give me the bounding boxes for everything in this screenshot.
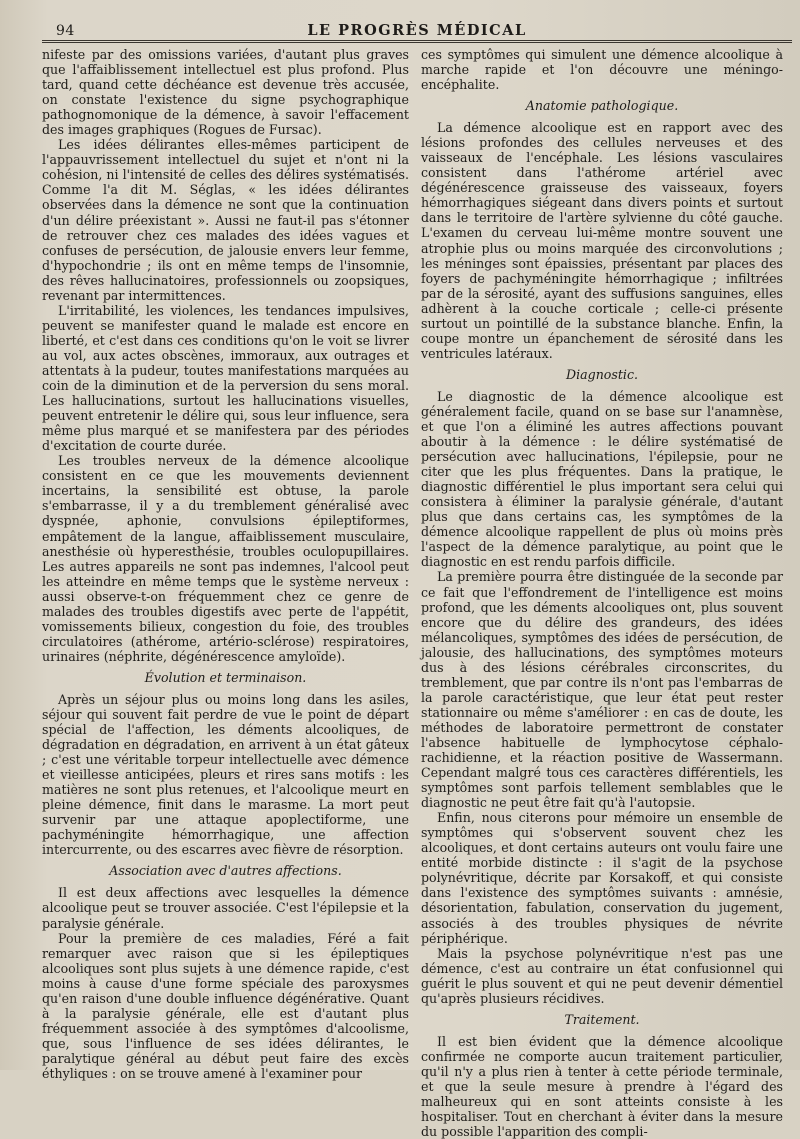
section-heading-anatomie: Anatomie pathologique. xyxy=(525,98,679,114)
right-column xyxy=(421,47,783,1139)
paragraph: Il est bien évident que la démence alcoolique confirmée ne comporte aucun traitement particulier, qu'il n'y a plus rien à tenter à cette période terminale, et que la seule mesure à prendre à l'égard des malheureux qui en sont atteints consiste à les hospitaliser. Tout en cherchant à éviter dans la mesure du possible l'apparition des compli- xyxy=(421,1033,783,1139)
paragraph: Le diagnostic de la démence alcoolique est généralement facile, quand on se base sur l'anamnèse, et que l'on a éliminé les autres affections pouvant aboutir à la démence : le délire systématisé de persécution avec hallucinations, l'épilepsie, pour ne citer que les plus fréquentes. Dans la pratique, le diagnostic différentiel le plus important sera celui qui consistera à éliminer la paralysie générale, d'autant plus que dans certains cas, les symptômes de la démence alcoolique rappellent de plus où moins près l'aspect de la démence paralytique, au point que le diagnostic en est rendu parfois difficile. xyxy=(421,388,783,570)
page-number: 94 xyxy=(56,23,75,39)
paragraph: nifeste par des omissions variées, d'autant plus graves que l'affaiblissement intellectuel est plus profond. Plus tard, quand cette déchéance est devenue très accusée, on constate l'existence du signe psychographique pathognomonique de la démence, à savoir l'effacement des images graphiques (Rogues de Fursac). xyxy=(42,47,409,138)
text-columns xyxy=(42,47,792,1139)
paragraph: Il est deux affections avec lesquelles la démence alcoolique peut se trouver associée. C'est l'épilepsie et la paralysie générale. xyxy=(42,885,409,931)
paragraph: Les idées délirantes elles-mêmes participent de l'appauvrissement intellectuel du sujet et n'ont ni la cohésion, ni l'intensité de celles des délires systématisés. Comme l'a dit M. Séglas, « les idées délirantes observées dans la démence ne sont que la continuation d'un délire préexistant ». Aussi ne faut-il pas s'étonner de retrouver chez ces malades des idées vagues et confuses de persécution, de jalousie envers leur femme, d'hypochondrie ; ils ont en même temps de l'insomnie, des rêves hallucinatoires, professionnels ou zoopsiques, revenant par intermittences. xyxy=(42,137,409,303)
left-column xyxy=(42,47,409,1139)
section-heading-evolution: Évolution et terminaison. xyxy=(144,669,307,685)
paragraph: ces symptômes qui simulent une démence alcoolique à marche rapide et l'on découvre une méningo-encéphalite. xyxy=(421,47,783,93)
paragraph: L'irritabilité, les violences, les tendances impulsives, peuvent se manifester quand le malade est encore en liberté, et c'est dans ces conditions qu'on le voit se livrer au vol, aux actes obscènes, immoraux, aux outrages et attentats à la pudeur, toutes manifestations marquées au coin de la diminution et de la perversion du sens moral. Les hallucinations, surtout les hallucinations visuelles, peuvent entretenir le délire qui, sous leur influence, sera même plus marqué et se manifestera par des périodes d'excitation de courte durée. xyxy=(42,302,409,454)
paragraph: Enfin, nous citerons pour mémoire un ensemble de symptômes qui s'observent souvent chez les alcooliques, et dont certains auteurs ont voulu faire une entité morbide distincte : il s'agit de la psychose polynévritique, décrite par Korsakoff, et qui consiste dans l'existence des symptômes suivants : amnésie, désorientation, fabulation, conservation du jugement, associés à des troubles physiques de névrite périphérique. xyxy=(421,810,783,946)
paragraph: La démence alcoolique est en rapport avec des lésions profondes des cellules nerveuses et des vaisseaux de l'encéphale. Les lésions vasculaires consistent dans l'athérome artériel avec dégénérescence graisseuse des vaisseaux, foyers hémorrhagiques siégeant dans divers points et surtout dans le territoire de l'artère sylvienne du côté gauche. L'examen du cerveau lui-même montre souvent une atrophie plus ou moins marquée des circonvolutions ; les méninges sont épaissies, présentant par places des foyers de pachyméningite hémorrhagique ; infiltrées par de la sérosité, ayant des suffusions sanguines, elles adhèrent à la couche corticale ; celle-ci présente surtout un pointillé de la substance blanche. Enfin, la coupe montre un épanchement de sérosité dans les ventricules latéraux. xyxy=(421,120,783,361)
section-heading-diagnostic: Diagnostic. xyxy=(566,366,638,382)
paragraph: La première pourra être distinguée de la seconde par ce fait que l'effondrement de l'intelligence est moins profond, que les déments alcooliques ont, plus souvent encore que du délire des grandeurs, des idées mélancoliques, symptômes des idées de persécution, de jalousie, des hallucinations, des symptômes moteurs dus à des lésions cérébrales circonscrites, du tremblement, que par contre ils n'ont pas l'embarras de la parole caractéristique, que leur état peut rester stationnaire ou même s'améliorer : en cas de doute, les méthodes de laboratoire permettront de constater l'absence habituelle de lymphocytose céphalo-rachidienne, et la réaction positive de Wassermann. Cependant malgré tous ces caractères différentiels, les symptômes sont parfois tellement semblables que le diagnostic ne peut être fait qu'à l'autopsie. xyxy=(421,569,783,811)
page-header xyxy=(42,14,792,43)
section-heading-association: Association avec d'autres affections. xyxy=(109,863,342,879)
journal-title: LE PROGRÈS MÉDICAL xyxy=(307,22,527,39)
paragraph: Mais la psychose polynévritique n'est pas une démence, c'est au contraire un état confusionnel qui guérit le plus souvent et qui ne peut devenir démentiel qu'après plusieurs récidives. xyxy=(421,945,783,1006)
paragraph: Les troubles nerveux de la démence alcoolique consistent en ce que les mouvements deviennent incertains, la sensibilité est obtuse, la parole s'embarrasse, il y a du tremblement généralisé avec dyspnée, aphonie, convulsions épileptiformes, empâtement de la langue, affaiblissement musculaire, anesthésie où hyperesthésie, troubles oculopupillaires. Les autres appareils ne sont pas indemnes, l'alcool peut les atteindre en même temps que le système nerveux : aussi observe-t-on fréquemment chez ce genre de malades des troubles digestifs avec perte de l'appétit, vomissements bilieux, congestion du foie, des troubles circulatoires (athérome, artério-sclérose) respiratoires, urinaires (néphrite, dégénérescence amyloïde). xyxy=(42,453,409,664)
section-heading-traitement: Traitement. xyxy=(564,1011,640,1027)
paragraph: Pour la première de ces maladies, Féré a fait remarquer avec raison que si les épileptiques alcooliques sont plus sujets à une démence rapide, c'est moins à cause d'une forme spéciale des paroxysmes qu'en raison d'une double influence dégénérative. Quant à la paralysie générale, elle est d'autant plus fréquemment associée à des symptômes d'alcoolisme, que, sous l'influence de ses idées délirantes, le paralytique général au début peut faire des excès éthyliques : on se trouve amené à l'examiner pour xyxy=(42,930,409,1081)
paragraph: Après un séjour plus ou moins long dans les asiles, séjour qui souvent fait perdre de vue le point de départ spécial de l'affection, les déments alcooliques, de dégradation en dégradation, en arrivent à un état gâteux ; c'est une véritable torpeur intellectuelle avec démence et vieillesse anticipées, pleurs et rires sans motifs : les matières ne sont plus retenues, et l'alcoolique meurt en pleine démence, finit dans le marasme. La mort peut survenir par une attaque apoplectiforme, une pachyméningite hémorrhagique, une affection intercurrente, ou des escarres avec fièvre de résorption. xyxy=(42,691,409,858)
